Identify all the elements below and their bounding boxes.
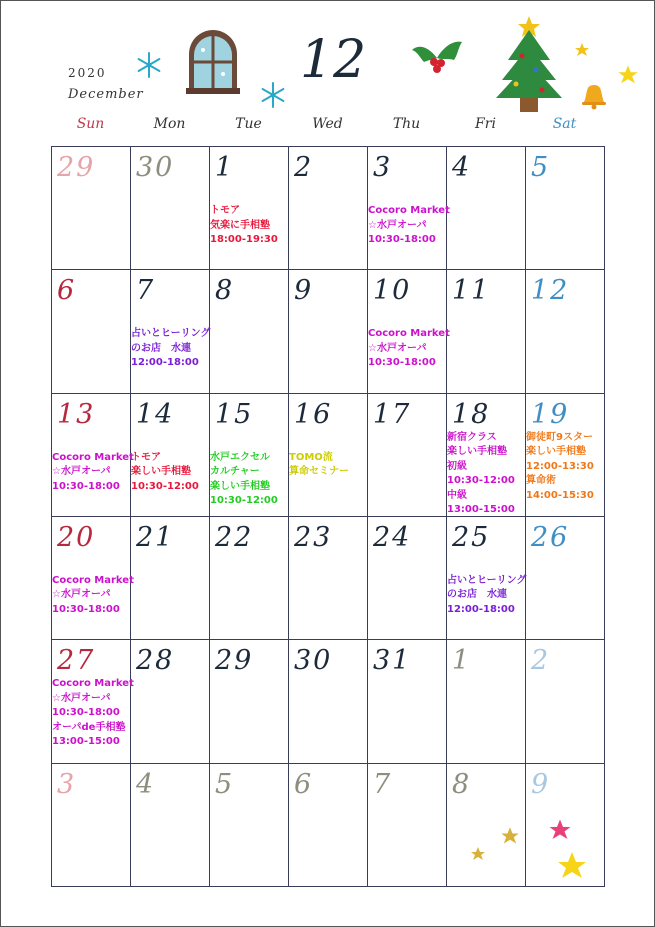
day-cell[interactable] xyxy=(367,393,447,517)
event-line: 10:30-18:00 xyxy=(52,707,120,719)
event-line: 御徒町9スター xyxy=(526,431,593,443)
day-cell[interactable] xyxy=(288,763,368,887)
star-icon xyxy=(556,850,588,882)
bell-icon xyxy=(576,76,612,112)
event-line: ☆水戸オーパ xyxy=(52,466,111,478)
day-number: 24 xyxy=(373,521,412,553)
day-number: 30 xyxy=(294,645,333,677)
day-number: 5 xyxy=(215,768,235,800)
day-cell[interactable] xyxy=(209,393,289,517)
day-number: 19 xyxy=(531,398,570,430)
star-icon xyxy=(574,42,590,58)
weekday-fri: Fri xyxy=(475,116,496,132)
event-block[interactable] xyxy=(289,451,367,480)
day-cell[interactable] xyxy=(446,269,526,393)
christmas-tree-icon xyxy=(492,10,566,116)
event-line: ☆水戸オーパ xyxy=(52,589,111,601)
day-number: 4 xyxy=(136,768,156,800)
event-line: 楽しい手相塾 xyxy=(131,466,191,478)
weekday-sun: Sun xyxy=(76,116,105,132)
weekday-sat: Sat xyxy=(552,116,577,132)
day-number: 7 xyxy=(136,275,156,307)
day-number: 31 xyxy=(373,645,412,677)
event-block[interactable] xyxy=(368,327,450,371)
event-line: のお店 水連 xyxy=(131,342,191,354)
day-cell[interactable] xyxy=(209,639,289,763)
event-line: 新宿クラス xyxy=(447,431,497,443)
day-number: 9 xyxy=(531,768,551,800)
day-cell[interactable] xyxy=(130,763,210,887)
day-cell[interactable] xyxy=(51,146,131,270)
weekday-mon: Mon xyxy=(153,116,186,132)
day-cell[interactable] xyxy=(288,269,368,393)
day-number: 2 xyxy=(294,152,314,183)
day-number: 8 xyxy=(452,768,472,800)
day-number: 29 xyxy=(215,645,254,677)
day-cell[interactable] xyxy=(446,639,526,763)
event-line: Cocoro Market xyxy=(52,574,134,586)
event-line: 10:30-12:00 xyxy=(210,495,278,507)
day-cell[interactable] xyxy=(51,763,131,887)
day-cell[interactable] xyxy=(288,393,368,517)
day-number: 17 xyxy=(373,398,412,430)
day-number: 1 xyxy=(452,645,472,677)
event-line: 10:30-18:00 xyxy=(52,603,120,615)
day-cell[interactable] xyxy=(367,269,450,393)
event-line: 14:00-15:30 xyxy=(526,489,594,501)
event-block[interactable] xyxy=(210,451,288,509)
day-number: 16 xyxy=(294,398,333,430)
day-number: 23 xyxy=(294,521,333,553)
day-cell[interactable] xyxy=(209,269,289,393)
year-label: 2020 xyxy=(68,66,107,80)
event-block[interactable] xyxy=(131,327,209,371)
event-block[interactable] xyxy=(447,574,525,618)
event-line: Cocoro Market xyxy=(368,205,450,216)
event-line: Cocoro Market xyxy=(52,678,134,690)
snowflake-icon xyxy=(258,80,288,110)
day-cell[interactable] xyxy=(446,516,526,640)
star-icon xyxy=(617,64,639,86)
star-icon xyxy=(470,846,486,862)
calendar-grid xyxy=(51,146,604,886)
event-block[interactable] xyxy=(447,431,525,518)
event-line: 中級 xyxy=(447,489,467,501)
event-line: 占いとヒーリング xyxy=(131,328,211,340)
day-cell[interactable] xyxy=(446,393,526,517)
day-number: 8 xyxy=(215,275,235,307)
day-cell[interactable] xyxy=(446,763,526,887)
event-block[interactable] xyxy=(210,204,288,248)
day-cell[interactable] xyxy=(51,269,131,393)
star-icon xyxy=(500,826,520,846)
event-line: トモア xyxy=(210,205,240,216)
day-cell[interactable] xyxy=(367,763,447,887)
event-line: 13:00-15:00 xyxy=(447,504,515,516)
weekday-thu: Thu xyxy=(392,116,421,132)
day-cell[interactable] xyxy=(130,639,210,763)
day-cell[interactable] xyxy=(367,146,450,270)
day-cell[interactable] xyxy=(525,146,605,270)
day-number: 29 xyxy=(57,152,96,183)
star-icon xyxy=(548,818,572,842)
event-line: 10:30-12:00 xyxy=(131,480,199,492)
day-cell[interactable] xyxy=(130,146,210,270)
day-number: 20 xyxy=(57,521,96,553)
event-line: 10:30-18:00 xyxy=(368,234,436,245)
day-number: 26 xyxy=(531,521,570,553)
day-number: 4 xyxy=(452,152,472,183)
day-number: 28 xyxy=(136,645,175,677)
day-cell[interactable] xyxy=(446,146,526,270)
snowflake-icon xyxy=(134,50,164,80)
event-line: カルチャー xyxy=(210,466,260,478)
day-number: 6 xyxy=(294,768,314,800)
day-cell[interactable] xyxy=(209,763,289,887)
event-line: のお店 水連 xyxy=(447,589,507,601)
event-block[interactable] xyxy=(526,431,604,504)
day-cell[interactable] xyxy=(367,639,447,763)
day-cell[interactable] xyxy=(209,146,289,270)
day-cell[interactable] xyxy=(288,639,368,763)
event-line: ☆水戸オーパ xyxy=(52,692,111,704)
event-block[interactable] xyxy=(52,677,134,750)
event-block[interactable] xyxy=(131,451,209,495)
event-block[interactable] xyxy=(52,451,134,495)
day-cell[interactable] xyxy=(288,146,368,270)
day-number: 11 xyxy=(452,275,491,307)
event-line: 12:00-18:00 xyxy=(447,603,515,615)
day-cell[interactable] xyxy=(51,639,134,763)
day-cell[interactable] xyxy=(525,516,605,640)
day-number: 3 xyxy=(57,768,77,800)
day-cell[interactable] xyxy=(130,516,210,640)
event-line: 10:30-18:00 xyxy=(368,357,436,369)
day-number: 2 xyxy=(531,645,551,677)
holly-icon xyxy=(410,36,464,76)
day-number: 13 xyxy=(57,398,96,430)
day-number: 15 xyxy=(215,398,254,430)
day-number: 5 xyxy=(531,152,551,183)
day-number: 10 xyxy=(373,275,412,307)
event-line: TOMO流 xyxy=(289,451,333,463)
day-cell[interactable] xyxy=(209,516,289,640)
weekday-tue: Tue xyxy=(235,116,262,132)
day-cell[interactable] xyxy=(288,516,368,640)
day-number: 30 xyxy=(136,152,175,183)
day-number: 9 xyxy=(294,275,314,307)
month-name: December xyxy=(68,87,144,102)
event-line: 楽しい手相塾 xyxy=(210,480,270,492)
day-number: 12 xyxy=(531,275,570,307)
event-line: ☆水戸オーパ xyxy=(368,342,427,354)
day-number: 25 xyxy=(452,521,491,553)
event-block[interactable] xyxy=(368,204,450,248)
event-line: ☆水戸オーパ xyxy=(368,219,427,231)
day-number: 18 xyxy=(452,398,491,430)
day-cell[interactable] xyxy=(367,516,447,640)
day-cell[interactable] xyxy=(525,269,605,393)
weekday-wed: Wed xyxy=(312,116,343,132)
event-line: 12:00-13:30 xyxy=(526,460,594,472)
event-line: 初級 xyxy=(447,460,467,472)
event-line: 10:30-18:00 xyxy=(52,480,120,492)
day-number: 14 xyxy=(136,398,175,430)
day-cell[interactable] xyxy=(130,393,210,517)
event-line: 12:00-18:00 xyxy=(131,357,199,369)
day-cell[interactable] xyxy=(130,269,210,393)
event-line: 占いとヒーリング xyxy=(447,574,527,586)
event-line: 楽しい手相塾 xyxy=(447,446,507,458)
event-line: 水戸エクセル xyxy=(210,451,270,463)
event-line: トモア xyxy=(131,451,161,463)
month-number: 12 xyxy=(300,30,367,90)
day-cell[interactable] xyxy=(525,393,605,517)
event-line: 18:00-19:30 xyxy=(210,234,278,245)
day-number: 3 xyxy=(373,152,393,183)
day-cell[interactable] xyxy=(51,516,134,640)
day-number: 27 xyxy=(57,645,96,677)
event-line: 気楽に手相塾 xyxy=(210,219,270,231)
day-cell[interactable] xyxy=(525,639,605,763)
day-cell[interactable] xyxy=(51,393,134,517)
event-line: Cocoro Market xyxy=(368,328,450,340)
window-icon xyxy=(185,28,241,94)
day-number: 22 xyxy=(215,521,254,553)
event-line: 楽しい手相塾 xyxy=(526,446,586,458)
event-line: オーパde手相塾 xyxy=(52,721,126,733)
event-line: 算命セミナー xyxy=(289,466,349,478)
day-number: 7 xyxy=(373,768,393,800)
day-number: 21 xyxy=(136,521,175,553)
event-line: 10:30-12:00 xyxy=(447,475,515,487)
event-line: 算命術 xyxy=(526,475,556,487)
day-number: 1 xyxy=(215,152,235,183)
day-number: 6 xyxy=(57,275,77,307)
event-block[interactable] xyxy=(52,574,134,618)
event-line: Cocoro Market xyxy=(52,451,134,463)
event-line: 13:00-15:00 xyxy=(52,736,120,748)
